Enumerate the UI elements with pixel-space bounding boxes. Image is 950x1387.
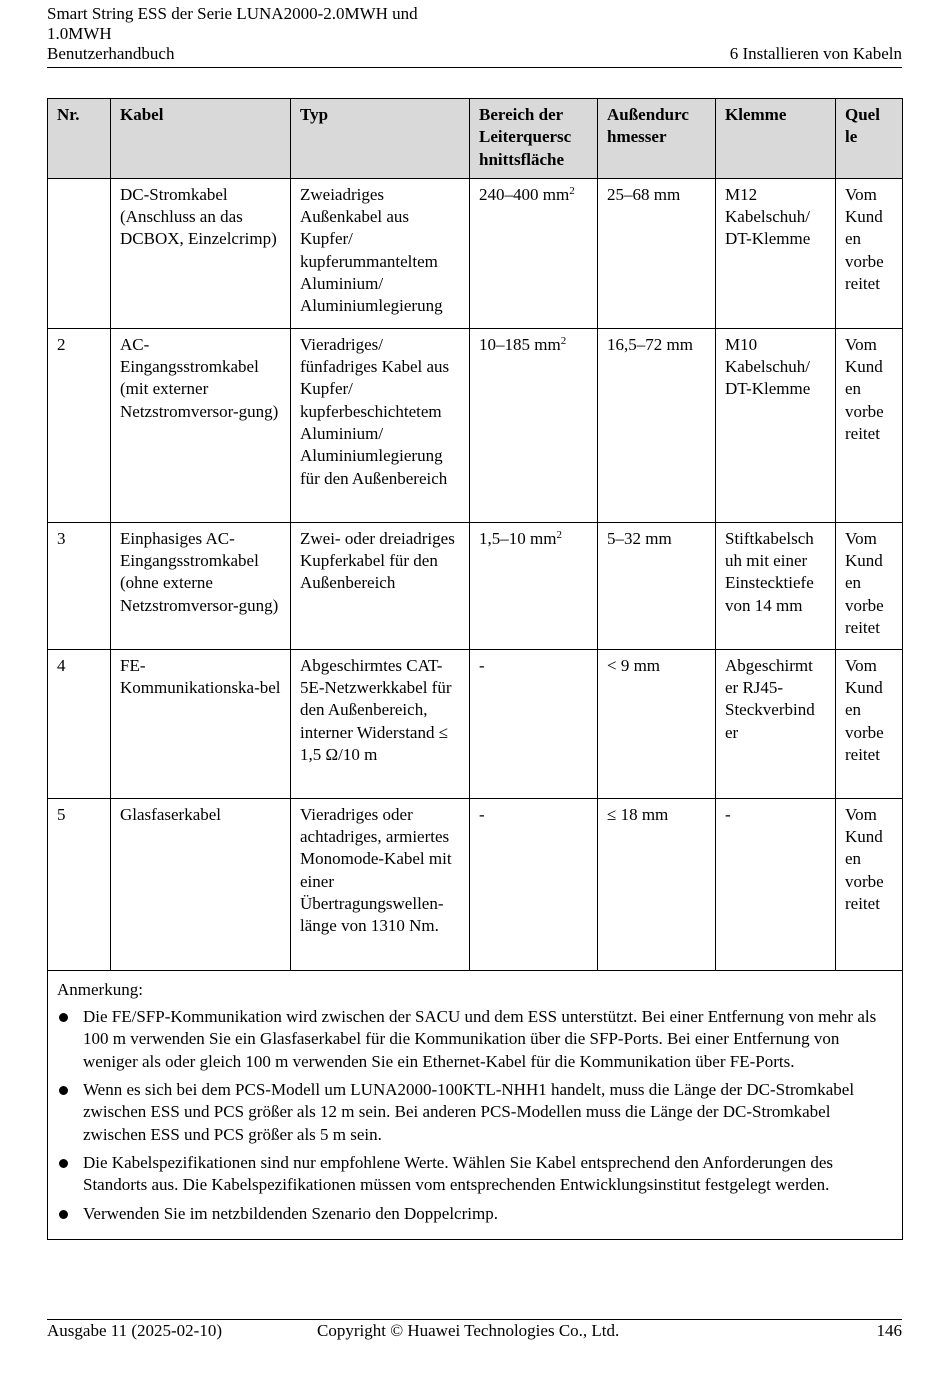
cell-durchmesser: 16,5–72 mm bbox=[598, 328, 716, 522]
cell-bereich bbox=[470, 649, 598, 798]
bereich-value: - bbox=[479, 804, 485, 824]
cell-kabel: DC-Stromkabel (Anschluss an das DCBOX, Einzelcrimp) bbox=[111, 178, 291, 328]
document-subtitle: Benutzerhandbuch bbox=[47, 44, 175, 63]
column-header-klemme: Klemme bbox=[716, 99, 836, 179]
column-header-quelle: Quel le bbox=[836, 99, 903, 179]
table-row bbox=[48, 522, 903, 649]
copyright-text: Copyright © Huawei Technologies Co., Ltd. bbox=[317, 1321, 620, 1340]
cell-nr bbox=[48, 178, 111, 328]
note-item: Die FE/SFP-Kommunikation wird zwischen der SACU und dem ESS unterstützt. Bei einer Entfernung von mehr als 100 m verwenden Sie ein Glasfaserkabel für die Kommunikation über die SFP-Ports. Bei einer Entfernung von weniger als oder gleich 100 m verwenden Sie ein Ethernet-Kabel für die Kommunikation über FE-Ports. bbox=[57, 1006, 893, 1073]
table-row bbox=[48, 798, 903, 970]
cell-typ: Vieradriges/ fünfadriges Kabel aus Kupfer/ kupferbeschichtetem Aluminium/ Aluminiumlegierung für den Außenbereich bbox=[291, 328, 470, 522]
cell-quelle: Vom Kund en vorbe reitet bbox=[836, 178, 903, 328]
cell-bereich bbox=[470, 178, 598, 328]
cell-klemme: Stiftkabelsch uh mit einer Einstecktiefe von 14 mm bbox=[716, 522, 836, 649]
table-row bbox=[48, 178, 903, 328]
cell-typ: Zweiadriges Außenkabel aus Kupfer/ kupferummanteltem Aluminium/ Aluminiumlegierung bbox=[291, 178, 470, 328]
cell-bereich bbox=[470, 522, 598, 649]
cell-klemme: - bbox=[716, 798, 836, 970]
note-item: Die Kabelspezifikationen sind nur empfohlene Werte. Wählen Sie Kabel entsprechend den Anforderungen des Standorts aus. Die Kabelspezifikationen müssen vom entsprechenden Entwicklungsinstitut festgelegt werden. bbox=[57, 1152, 893, 1197]
cell-kabel: Glasfaserkabel bbox=[111, 798, 291, 970]
cell-klemme: M10 Kabelschuh/ DT-Klemme bbox=[716, 328, 836, 522]
cell-durchmesser: < 9 mm bbox=[598, 649, 716, 798]
cell-durchmesser: 5–32 mm bbox=[598, 522, 716, 649]
superscript: 2 bbox=[560, 334, 567, 347]
column-header-durchmesser: Außendurc hmesser bbox=[598, 99, 716, 179]
note-item: Verwenden Sie im netzbildenden Szenario den Doppelcrimp. bbox=[57, 1203, 893, 1225]
cell-quelle: Vom Kund en vorbe reitet bbox=[836, 649, 903, 798]
table-row bbox=[48, 328, 903, 522]
column-header-bereich: Bereich der Leiterquersc hnittsfläche bbox=[470, 99, 598, 179]
cell-bereich bbox=[470, 328, 598, 522]
note-row bbox=[48, 970, 903, 1239]
bereich-value: 10–185 mm bbox=[479, 334, 561, 354]
bereich-value: 240–400 mm bbox=[479, 184, 570, 204]
footer-divider bbox=[47, 1319, 902, 1320]
cell-quelle: Vom Kund en vorbe reitet bbox=[836, 328, 903, 522]
page-number: 146 bbox=[876, 1321, 902, 1340]
superscript: 2 bbox=[569, 184, 575, 197]
bereich-value: - bbox=[479, 655, 485, 675]
cell-quelle: Vom Kund en vorbe reitet bbox=[836, 798, 903, 970]
table-header-row bbox=[48, 99, 903, 179]
cell-typ: Abgeschirmtes CAT-5E-Netzwerkkabel für den Außenbereich, interner Widerstand ≤ 1,5 Ω/10 m bbox=[291, 649, 470, 798]
cell-nr: 2 bbox=[48, 328, 111, 522]
note-cell bbox=[48, 970, 903, 1239]
column-header-typ: Typ bbox=[291, 99, 470, 179]
cell-kabel: AC-Eingangsstromkabel (mit externer Netzstromversor-gung) bbox=[111, 328, 291, 522]
cell-nr: 4 bbox=[48, 649, 111, 798]
document-title: Smart String ESS der Serie LUNA2000-2.0MWH und 1.0MWH bbox=[47, 4, 418, 43]
note-title: Anmerkung: bbox=[57, 979, 143, 999]
cable-spec-table bbox=[47, 98, 903, 1240]
cell-nr: 5 bbox=[48, 798, 111, 970]
superscript: 2 bbox=[556, 528, 562, 541]
cell-durchmesser: ≤ 18 mm bbox=[598, 798, 716, 970]
cell-durchmesser: 25–68 mm bbox=[598, 178, 716, 328]
cell-kabel: Einphasiges AC-Eingangsstromkabel (ohne externe Netzstromversor-gung) bbox=[111, 522, 291, 649]
cell-quelle: Vom Kund en vorbe reitet bbox=[836, 522, 903, 649]
cell-klemme: Abgeschirmt er RJ45-Steckverbind er bbox=[716, 649, 836, 798]
column-header-nr: Nr. bbox=[48, 99, 111, 179]
chapter-title: 6 Installieren von Kabeln bbox=[729, 44, 902, 63]
column-header-kabel: Kabel bbox=[111, 99, 291, 179]
cell-typ: Zwei- oder dreiadriges Kupferkabel für den Außenbereich bbox=[291, 522, 470, 649]
cell-bereich bbox=[470, 798, 598, 970]
note-list bbox=[57, 1006, 893, 1225]
table-row bbox=[48, 649, 903, 798]
cell-typ: Vieradriges oder achtadriges, armiertes Monomode-Kabel mit einer Übertragungswellen-länge von 1310 Nm. bbox=[291, 798, 470, 970]
page-header bbox=[47, 4, 902, 64]
cell-kabel: FE-Kommunikationska-bel bbox=[111, 649, 291, 798]
header-divider bbox=[47, 67, 902, 68]
cell-nr: 3 bbox=[48, 522, 111, 649]
bereich-value: 1,5–10 mm bbox=[479, 528, 557, 548]
edition-label: Ausgabe 11 (2025-02-10) bbox=[47, 1321, 222, 1340]
note-item: Wenn es sich bei dem PCS-Modell um LUNA2000-100KTL-NHH1 handelt, muss die Länge der DC-Stromkabel zwischen ESS und PCS größer als 12 m sein. Bei anderen PCS-Modellen muss die Länge der DC-Stromkabel zwischen ESS und PCS größer als 5 m sein. bbox=[57, 1079, 893, 1146]
cell-klemme: M12 Kabelschuh/ DT-Klemme bbox=[716, 178, 836, 328]
